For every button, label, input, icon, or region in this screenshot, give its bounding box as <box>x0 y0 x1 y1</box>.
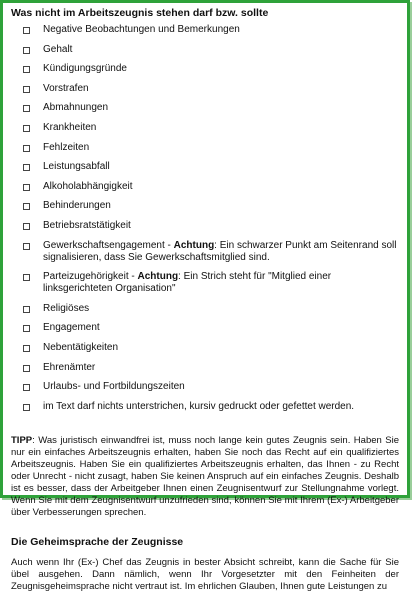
list-item: Fehlzeiten <box>23 142 399 154</box>
square-bullet-icon <box>23 184 30 191</box>
section-heading: Was nicht im Arbeitszeugnis stehen darf bzw. sollte <box>11 7 269 19</box>
list-item: Krankheiten <box>23 122 399 134</box>
square-bullet-icon <box>23 66 30 73</box>
square-bullet-icon <box>23 223 30 230</box>
list-item: Betriebsratstätigkeit <box>23 220 399 232</box>
square-bullet-icon <box>23 365 30 372</box>
list-item: Religiöses <box>23 303 399 315</box>
square-bullet-icon <box>23 203 30 210</box>
body-paragraph: Auch wenn Ihr (Ex-) Chef das Zeugnis in bester Absicht schreibt, kann die Sache für Sie übel ausgehen. Dann nämlich, wenn Ihr Vorgesetzter mit den Feinheiten der Zeugnisgeheimsprache nicht vertraut ist. Im ehrlichen Glauben, Ihnen gute Leistungen zu <box>11 556 399 592</box>
list-item: Urlaubs- und Fortbildungszeiten <box>23 381 399 393</box>
list-item: Vorstrafen <box>23 83 399 95</box>
square-bullet-icon <box>23 404 30 411</box>
list-item: Engagement <box>23 322 399 334</box>
square-bullet-icon <box>23 306 30 313</box>
square-bullet-icon <box>23 105 30 112</box>
square-bullet-icon <box>23 325 30 332</box>
list-item: Negative Beobachtungen und Bemerkungen <box>23 24 399 36</box>
section-heading-geheimsprache: Die Geheimsprache der Zeugnisse <box>11 535 184 548</box>
list-item: Abmahnungen <box>23 102 399 114</box>
document-content <box>3 3 407 593</box>
square-bullet-icon <box>23 27 30 34</box>
square-bullet-icon <box>23 345 30 352</box>
tipp-paragraph: TIPP: Was juristisch einwandfrei ist, muss noch lange kein gutes Zeugnis sein. Haben Sie nur ein einfaches Arbeitszeugnis erhalten, haben Sie noch das Recht auf ein qualifiziertes Arbeitszeugnis. Haben Sie ein qualifiziertes Arbeitszeugnis erhalten, das Ihnen - zu Recht oder Unrecht - nicht zusagt, haben Sie keinen Anspruch auf ein einfaches Zeugnis. Deshalb ist es besser, dass der Arbeitgeber Ihnen einen Zeugnisentwurf zur Stellungnahme vorlegt. Wenn Sie mit dem Zeugnisentwurf unzufrieden sind, können Sie mit Ihrem (Ex-) Arbeitgeber über Verbesserungen sprechen. <box>11 434 399 518</box>
list-item-partei: Parteizugehörigkeit - Achtung: Ein Strich steht für "Mitglied einer linksgerichteten Organisation" <box>23 271 399 295</box>
square-bullet-icon <box>23 274 30 281</box>
square-bullet-icon <box>23 86 30 93</box>
list-item: Ehrenämter <box>23 362 399 374</box>
list-item: im Text darf nichts unterstrichen, kursiv gedruckt oder gefettet werden. <box>23 401 399 413</box>
list-item: Alkoholabhängigkeit <box>23 181 399 193</box>
list-item: Kündigungsgründe <box>23 63 399 75</box>
exclusion-list <box>11 24 399 413</box>
list-item: Nebentätigkeiten <box>23 342 399 354</box>
square-bullet-icon <box>23 125 30 132</box>
list-item: Behinderungen <box>23 200 399 212</box>
list-item: Gehalt <box>23 44 399 56</box>
square-bullet-icon <box>23 145 30 152</box>
square-bullet-icon <box>23 384 30 391</box>
square-bullet-icon <box>23 243 30 250</box>
list-item: Leistungsabfall <box>23 161 399 173</box>
list-item-gewerkschaft: Gewerkschaftsengagement - Achtung: Ein schwarzer Punkt am Seitenrand soll signalisieren, dass Sie Gewerkschaftsmitglied sind. <box>23 240 399 264</box>
square-bullet-icon <box>23 164 30 171</box>
square-bullet-icon <box>23 47 30 54</box>
